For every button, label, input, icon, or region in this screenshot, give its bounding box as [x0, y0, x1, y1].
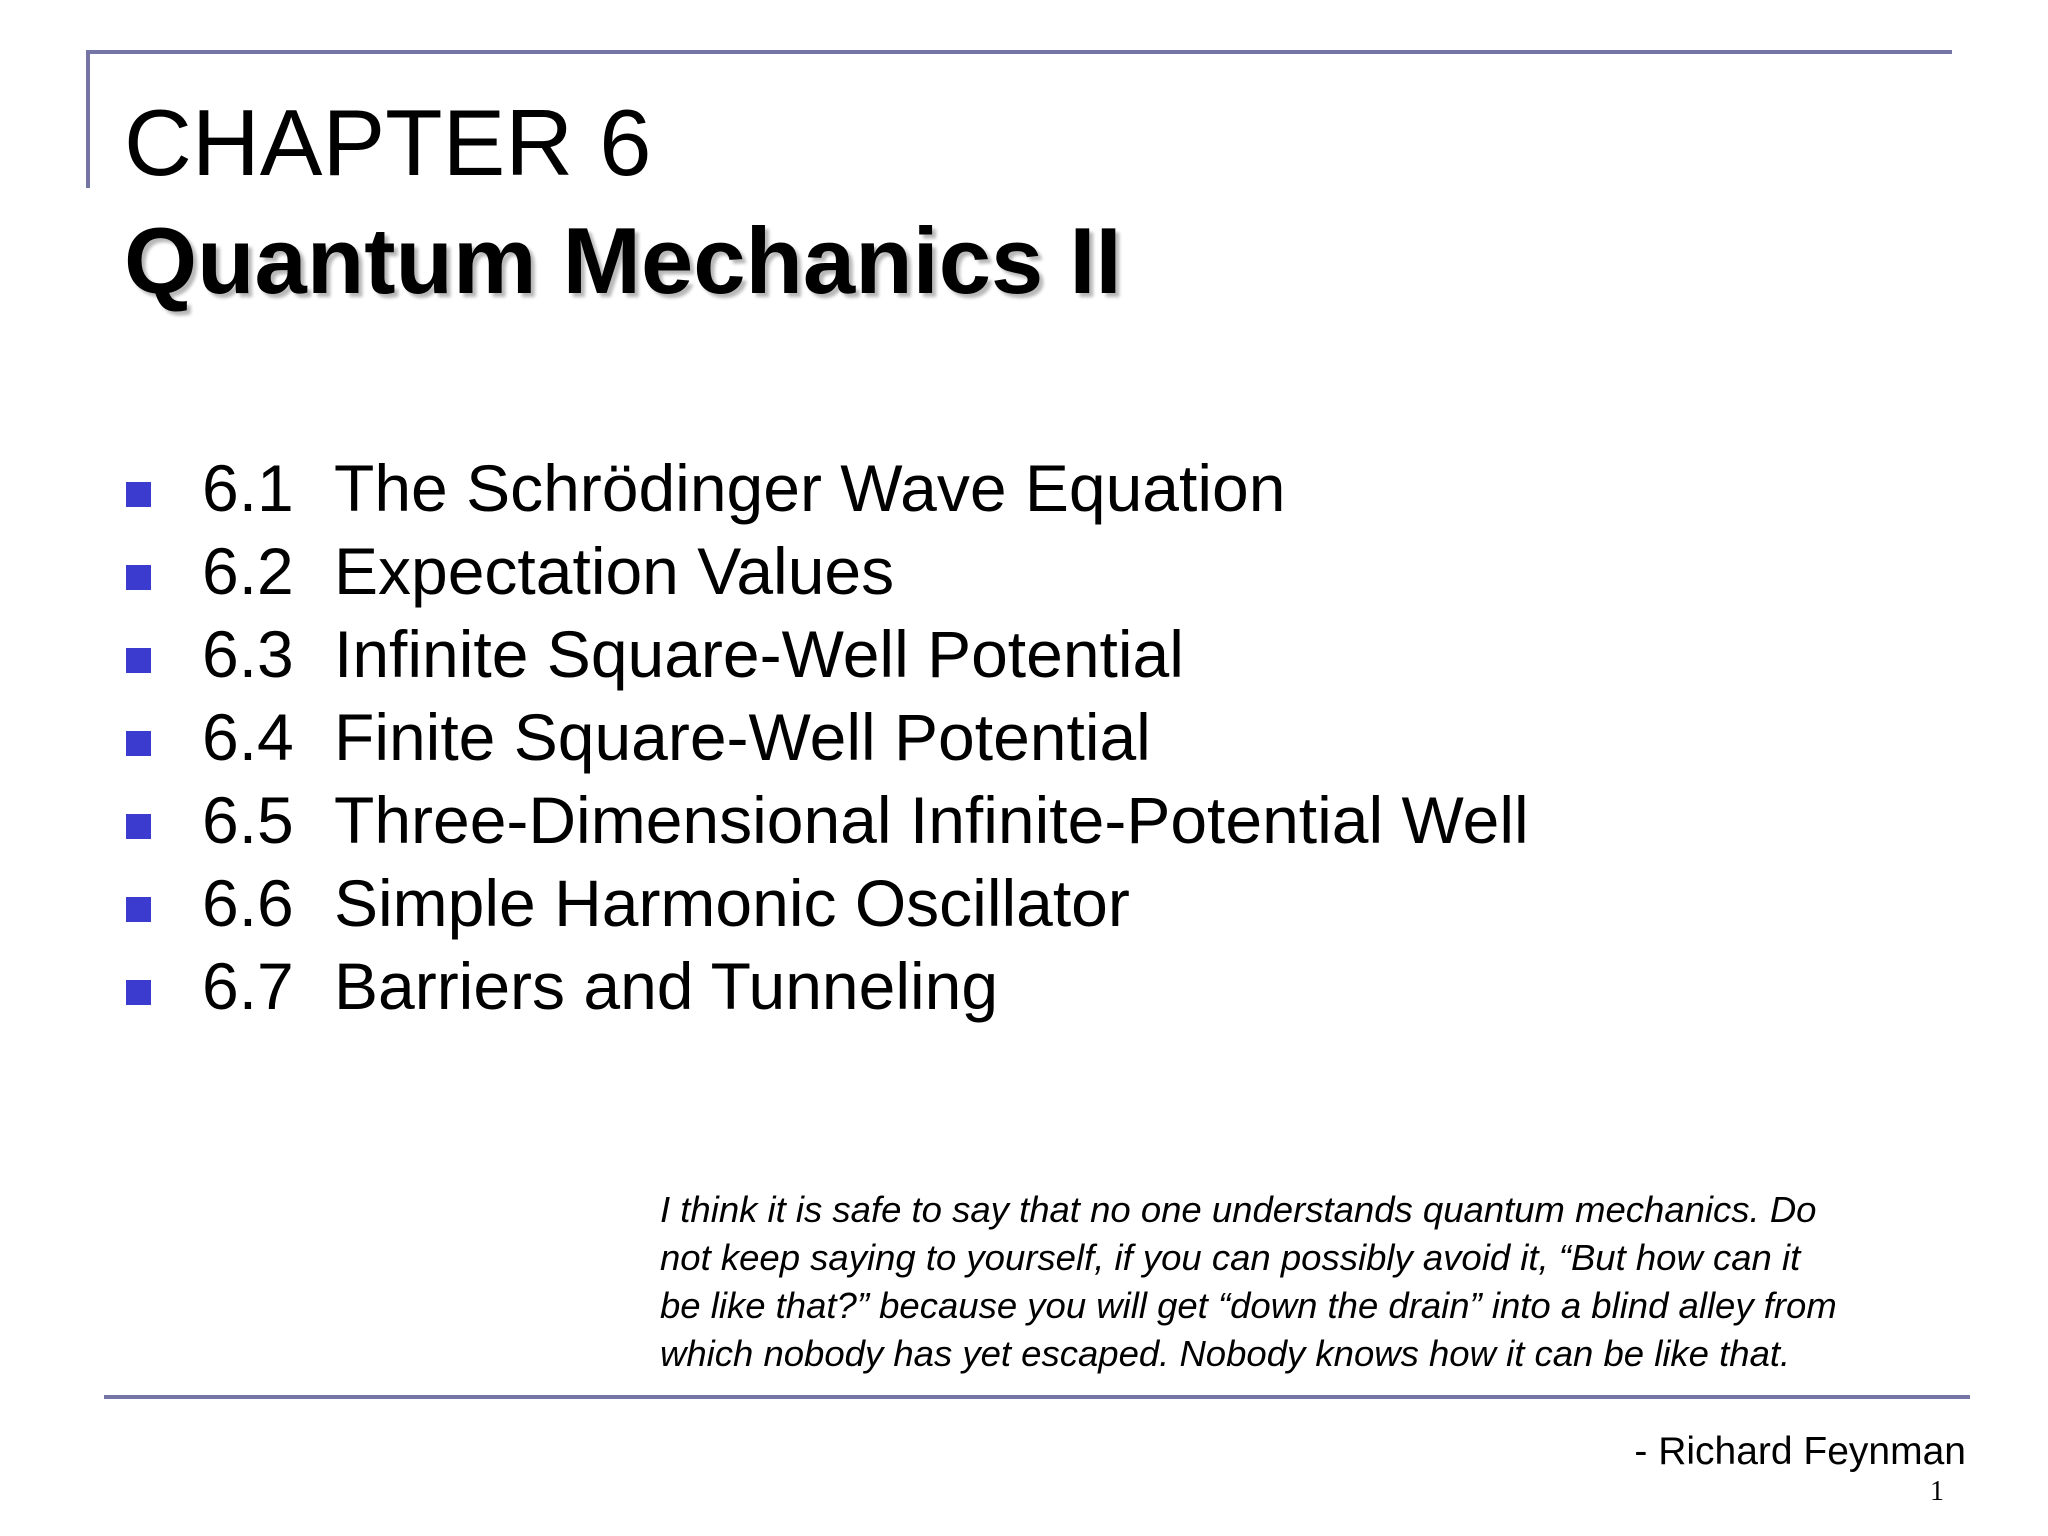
- left-rule: [86, 50, 90, 188]
- page-number: 1: [1930, 1476, 1944, 1507]
- quote-line: not keep saying to yourself, if you can possibly avoid it, “But how can it: [660, 1237, 1801, 1278]
- square-bullet-icon: [126, 897, 151, 922]
- toc-section-title: Expectation Values: [334, 533, 895, 608]
- toc-section-number: 6.1: [202, 450, 294, 525]
- toc-section-number: 6.5: [202, 782, 294, 857]
- toc-item: [126, 944, 1529, 1027]
- toc-section-title: Infinite Square-Well Potential: [334, 616, 1184, 691]
- top-rule: [86, 50, 1952, 54]
- toc-section-title: The Schrödinger Wave Equation: [334, 450, 1286, 525]
- quote-line: which nobody has yet escaped. Nobody knows how it can be like that.: [660, 1333, 1791, 1374]
- table-of-contents: [126, 446, 1529, 1027]
- chapter-label: CHAPTER 6: [124, 90, 652, 195]
- toc-section-title: Simple Harmonic Oscillator: [334, 865, 1130, 940]
- toc-section-title: Finite Square-Well Potential: [334, 699, 1151, 774]
- toc-item: [126, 695, 1529, 778]
- square-bullet-icon: [126, 482, 151, 507]
- square-bullet-icon: [126, 731, 151, 756]
- toc-item: [126, 778, 1529, 861]
- square-bullet-icon: [126, 648, 151, 673]
- toc-item: [126, 612, 1529, 695]
- toc-item: [126, 861, 1529, 944]
- square-bullet-icon: [126, 565, 151, 590]
- chapter-title: Quantum Mechanics II: [124, 208, 1122, 313]
- toc-section-title: Barriers and Tunneling: [334, 948, 999, 1023]
- quote-line: I think it is safe to say that no one understands quantum mechanics. Do: [660, 1189, 1817, 1230]
- toc-item: [126, 529, 1529, 612]
- toc-section-number: 6.6: [202, 865, 294, 940]
- quote-attribution: - Richard Feynman: [1634, 1430, 1966, 1473]
- toc-section-number: 6.7: [202, 948, 294, 1023]
- toc-section-number: 6.2: [202, 533, 294, 608]
- toc-section-title: Three-Dimensional Infinite-Potential Well: [334, 782, 1529, 857]
- square-bullet-icon: [126, 814, 151, 839]
- square-bullet-icon: [126, 980, 151, 1005]
- toc-item: [126, 446, 1529, 529]
- bottom-rule: [104, 1395, 1970, 1399]
- feynman-quote: [660, 1186, 1980, 1378]
- toc-section-number: 6.3: [202, 616, 294, 691]
- toc-section-number: 6.4: [202, 699, 294, 774]
- quote-line: be like that?” because you will get “down the drain” into a blind alley from: [660, 1285, 1837, 1326]
